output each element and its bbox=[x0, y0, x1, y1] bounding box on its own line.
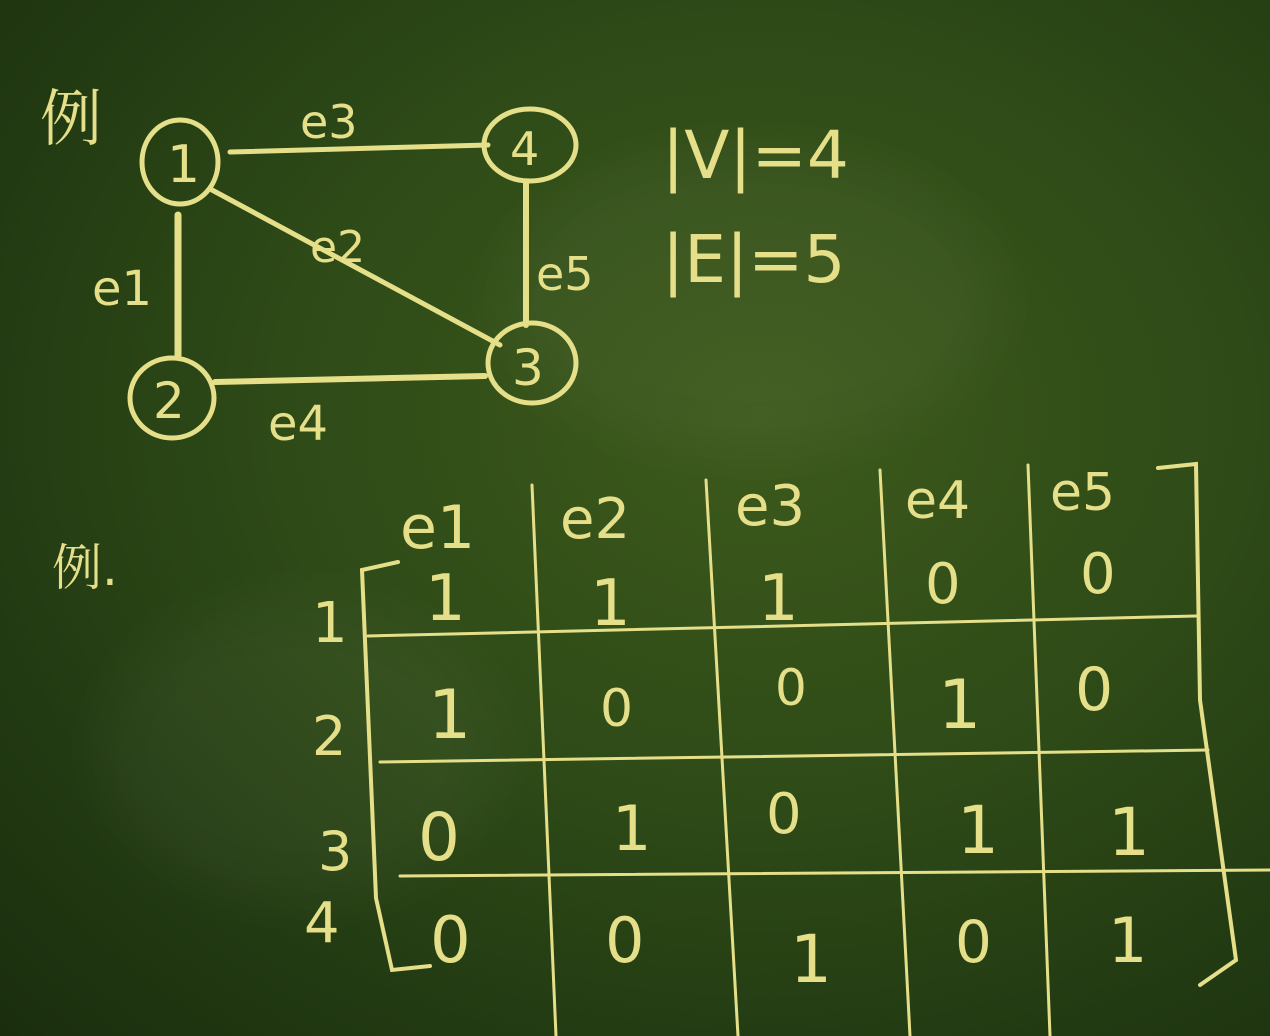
example-label-top: 例 bbox=[40, 82, 103, 155]
column-header: e1 bbox=[400, 493, 476, 563]
column-header: e2 bbox=[560, 487, 631, 552]
row-label: 1 bbox=[312, 591, 348, 656]
matrix-cell: 1 bbox=[1108, 904, 1148, 977]
matrix-cell: 0 bbox=[418, 799, 460, 876]
matrix-column-headers bbox=[400, 463, 1115, 563]
matrix-cell: 1 bbox=[590, 567, 631, 641]
vertex-label: 4 bbox=[510, 122, 540, 176]
matrix-cell: 1 bbox=[612, 792, 652, 865]
edge-label-e4: e4 bbox=[268, 396, 329, 452]
vertex-1 bbox=[142, 120, 218, 204]
edge-label-e5: e5 bbox=[536, 247, 594, 301]
matrix-cell: 0 bbox=[925, 552, 961, 617]
column-header: e5 bbox=[1050, 463, 1116, 523]
matrix-cell: 0 bbox=[430, 904, 471, 978]
example-label-matrix: 例. bbox=[52, 539, 118, 597]
graph-vertices bbox=[130, 109, 576, 438]
vertex-label: 2 bbox=[153, 372, 185, 430]
matrix-cell: 1 bbox=[758, 562, 799, 636]
column-header: e4 bbox=[905, 471, 971, 531]
edge-e3 bbox=[230, 145, 488, 152]
edge-label-e2: e2 bbox=[310, 222, 366, 273]
row-label: 2 bbox=[312, 705, 347, 768]
vertex-2 bbox=[130, 358, 214, 438]
vertex-4 bbox=[484, 109, 576, 181]
matrix-cell: 1 bbox=[957, 792, 999, 869]
row-label: 3 bbox=[318, 820, 353, 883]
matrix-cell: 1 bbox=[425, 562, 466, 636]
vertex-label: 1 bbox=[167, 135, 201, 195]
edge-label-e3: e3 bbox=[300, 95, 358, 149]
matrix-cell: 0 bbox=[605, 904, 645, 977]
column-header: e3 bbox=[735, 474, 806, 539]
matrix-cell: 0 bbox=[775, 659, 807, 717]
matrix-cell: 1 bbox=[1108, 794, 1150, 871]
edge-label-e1: e1 bbox=[92, 261, 153, 317]
vertex-count: |V|=4 bbox=[662, 117, 849, 194]
matrix-cell: 1 bbox=[428, 676, 472, 755]
edge-count: |E|=5 bbox=[662, 221, 846, 298]
matrix-cell: 0 bbox=[1075, 655, 1114, 725]
matrix-cell: 0 bbox=[1080, 542, 1116, 607]
row-label: 4 bbox=[304, 891, 340, 956]
matrix-cell: 1 bbox=[938, 666, 982, 745]
edge-e4 bbox=[215, 376, 485, 382]
matrix-row-labels bbox=[304, 591, 352, 956]
matrix-cell: 0 bbox=[955, 908, 992, 976]
matrix-cell: 0 bbox=[766, 782, 802, 847]
matrix-cell: 1 bbox=[790, 921, 832, 998]
vertex-label: 3 bbox=[512, 339, 544, 397]
vertex-3 bbox=[488, 323, 576, 403]
matrix-cell: 0 bbox=[600, 679, 634, 739]
